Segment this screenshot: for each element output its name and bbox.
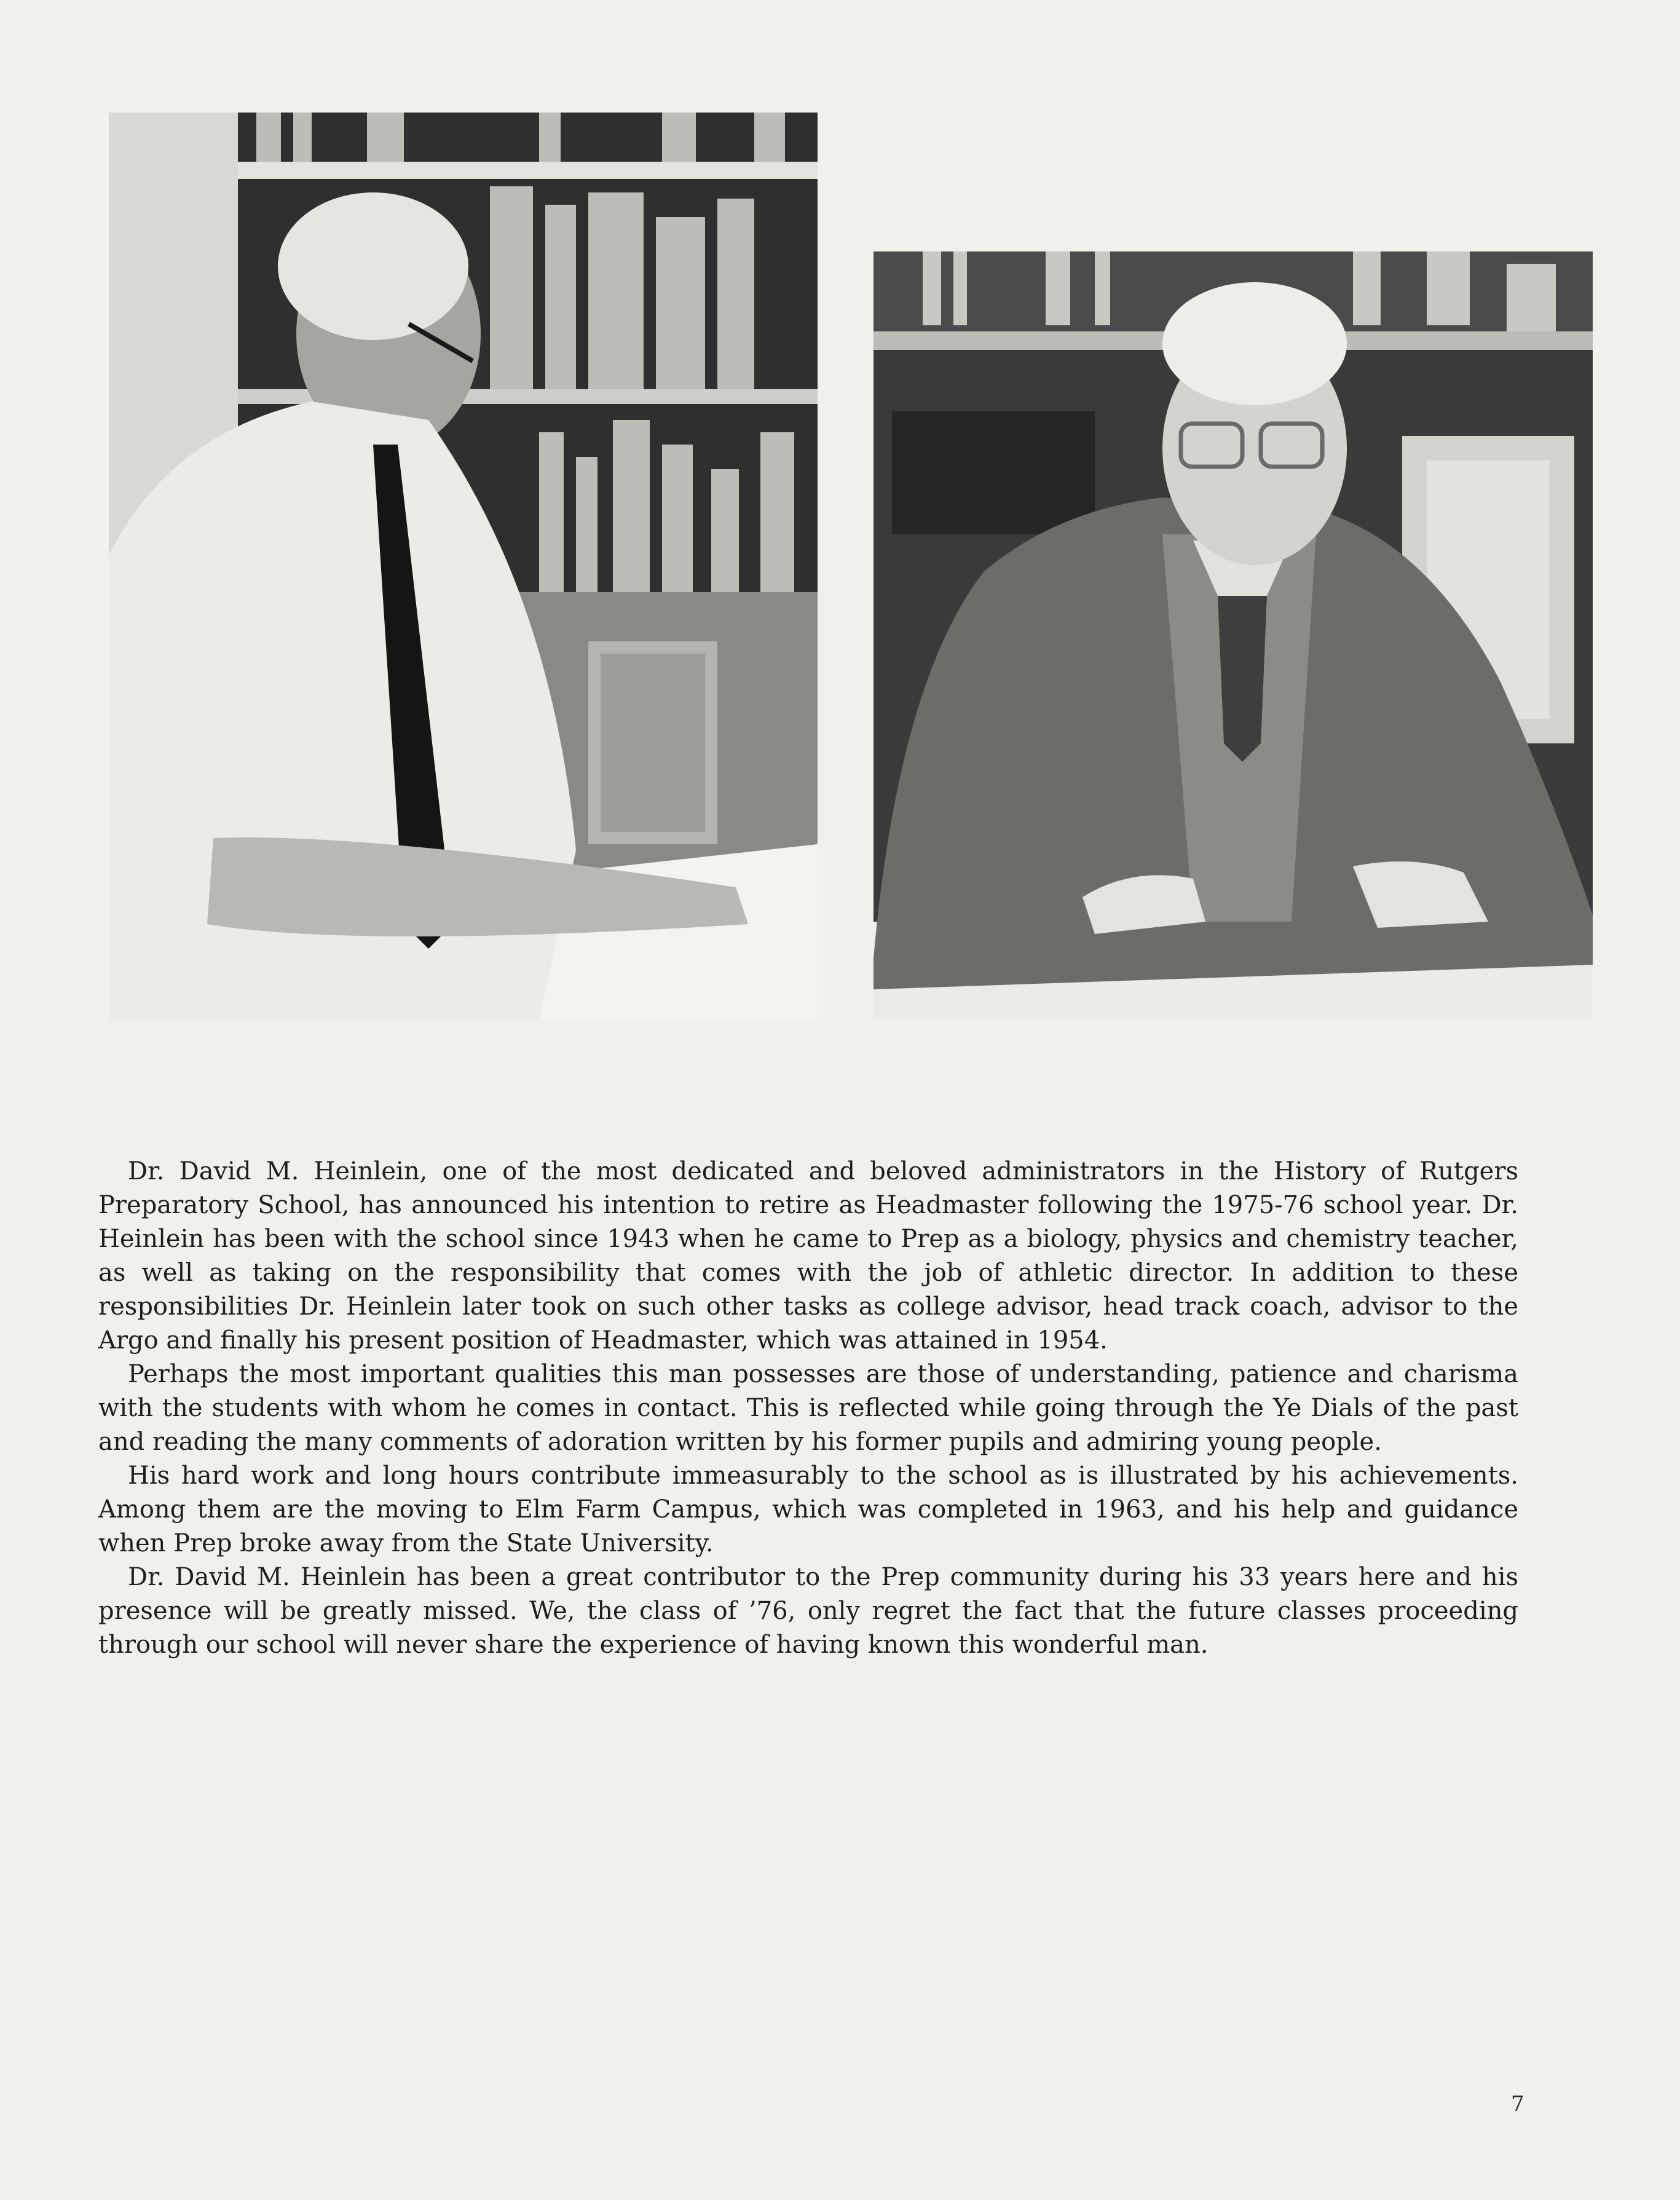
photo-left <box>109 113 818 1021</box>
photo-left-image <box>109 113 818 1021</box>
article-paragraph: Perhaps the most important qualities this man possesses are those of understanding, patience and charisma with the students with whom he comes in contact. This is reflected while going through the Ye Dials of the past and reading the many comments of adoration written by his former pupils and admiring young people. <box>98 1360 1518 1456</box>
page-number: 7 <box>1511 2092 1524 2116</box>
article-paragraph: Dr. David M. Heinlein has been a great contributor to the Prep community during his 33 years here and his presence will be greatly missed. We, the class of ’76, only regret the fact that the future classes proceeding through our school will never share the experience of having known this wonderful man. <box>98 1563 1518 1659</box>
article-paragraph: His hard work and long hours contribute immeasurably to the school as is illustrated by his achievements. Among them are the moving to Elm Farm Campus, which was completed in 1963, and his help and guidance when Prep broke away from the State University. <box>98 1462 1518 1557</box>
photo-right-image <box>874 251 1593 1019</box>
photo-right <box>874 251 1593 1019</box>
article-body <box>98 1155 1518 1662</box>
article-paragraph: Dr. David M. Heinlein, one of the most dedicated and beloved administrators in the History of Rutgers Preparatory School, has announced his intention to retire as Headmaster following the 1975-76 school year. Dr. Heinlein has been with the school since 1943 when he came to Prep as a biology, physics and chemistry teacher, as well as taking on the responsibility that comes with the job of athletic director. In addition to these responsibilities Dr. Heinlein later took on such other tasks as college advisor, head track coach, advisor to the Argo and finally his present position of Headmaster, which was attained in 1954. <box>98 1157 1518 1355</box>
